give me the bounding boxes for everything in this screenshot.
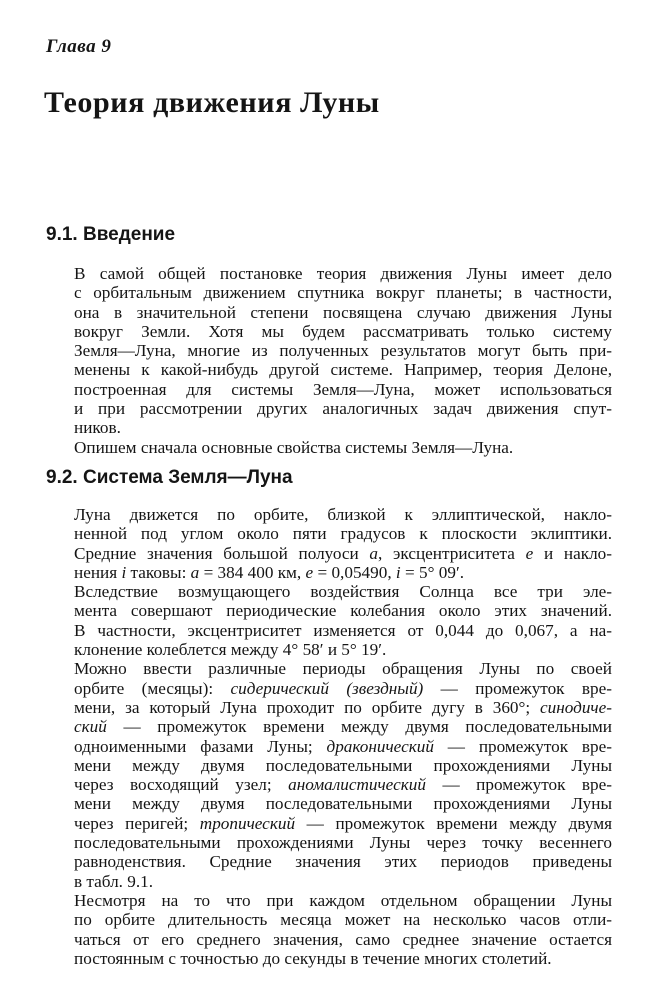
paragraph-outline: Опишем сначала основные свойства системы Земля—Луна. [74,437,514,457]
paragraph-orbit: Луна движется по орбите, близкой к эллиптической, накло- ненной под углом около пяти градусов к плоскости эклиптики. Средние значения большой полуоси a, эксцентриситета e и накло- нения i таковы: a = 384 400 км, e = 0,05490, i = 5° 09′. [74,505,612,582]
paragraph-month-length: Несмотря на то что при каждом отдельном обращении Луны по орбите длительность месяца может на несколько часов отли- чаться от его среднего значения, само среднее значение остается постоянным с точностью до секунды в течение многих столетий. [74,890,612,968]
chapter-title: Теория движения Луны [44,86,380,119]
section-heading-9-1: 9.1. Введение [46,224,176,245]
section-heading-9-2: 9.2. Система Земля—Луна [46,467,293,488]
section-9-1-body [46,264,612,457]
paragraph-intro: В самой общей постановке теория движения Луны имеет дело с орбитальным движением спутника вокруг планеты; в частности, она в значительной степени посвящена случаю движения Луны вокруг Земли. Хотя мы будем рассматривать только систему Земля—Луна, многие из полученных результатов могут быть при- менены к какой-нибудь другой системе. Например, теория Делоне, построенная для системы Земля—Луна, может использоваться и при рассмотрении других аналогичных задач движения спут- ников. [74,264,612,438]
paragraph-periods: Можно ввести различные периоды обращения Луны по своей орбите (месяцы): сидерический (звездный) — промежуток вре- мени, за который Луна проходит по орбите дугу в 360°; синодиче- ский — промежуток времени между двумя последовательными одноименными фазами Луны; драконический — промежуток вре- мени между двумя последовательными прохождениями Луны через восходящий узел; аномалистический — промежуток вре- мени между двумя последовательными прохождениями Луны через перигей; тропический — промежуток времени между двумя последовательными прохождениями Луны через точку весеннего равноденствия. Средние значения этих периодов приведены в табл. 9.1. [74,659,612,891]
paragraph-perturbations: Вследствие возмущающего воздействия Солнца все три эле- мента совершают периодические колебания около этих значений. В частности, эксцентриситет изменяется от 0,044 до 0,067, а на- клонение колеблется между 4° 58′ и 5° 19′. [74,582,612,660]
section-9-2-body [46,505,612,968]
chapter-label: Глава 9 [46,36,112,57]
